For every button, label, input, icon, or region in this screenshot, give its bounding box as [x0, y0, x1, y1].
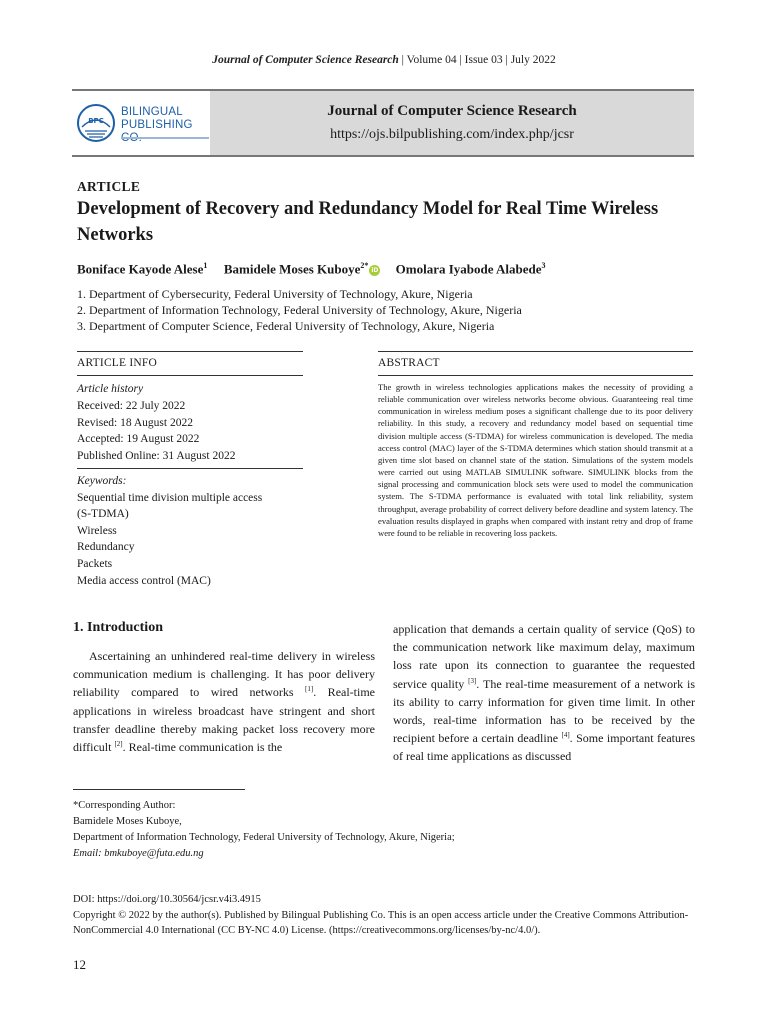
footnote-label: *Corresponding Author: — [73, 800, 176, 811]
orcid-icon[interactable]: iD — [371, 267, 379, 275]
history-divider — [77, 468, 303, 469]
author-name: Omolara Iyabode Alabede — [395, 261, 542, 277]
abstract-text: The growth in wireless technologies applications makes the necessity of providing a reliable communication over wireless networks become obvious. Guaranteeing real time communication in wireless medium poses a significant challenge due to its poor delivery reliability. In this study, a recovery and redundancy model based on sequential time division multiple access (S-TDMA) for wireless communication is developed. The media access control (MAC) layer of the S-TDMA determines which station should transmit at a given time slot based on channel state of the station. Simulations of the system models were carried out using MATLAB SIMULINK software. SIMULINK blocks from the signal processing and communication block sets were used to model the communication system. The S-TDMA performance is evaluated with total link reliability, system throughput, average probability of correct delivery before deadline and system latency. The evaluation results displayed in graphs when compared with instant retry and drop of frame were found to be reliable in recovering loss packets. — [378, 382, 693, 538]
affiliation-item: 2. Department of Information Technology, Federal University of Technology, Akure, Nigeria — [77, 303, 522, 317]
body-text: . Real-time applications in wireless broadcast have stringent and short transfer deadline thereby making packet loss recovery more difficult — [73, 685, 375, 755]
body-text-left-column — [73, 647, 375, 756]
keyword-item: Media access control (MAC) — [77, 574, 211, 587]
logo-tagline-rule — [121, 137, 209, 139]
affiliation-item: 1. Department of Cybersecurity, Federal University of Technology, Akure, Nigeria — [77, 287, 473, 301]
body-text: . The real-time measurement of a network is its ability to carry information for given time limit. In other words, real-time information has to be received by the recipient before a certain deadline — [393, 676, 695, 746]
keywords-label: Keywords: — [77, 475, 127, 487]
keyword-item: Sequential time division multiple access — [77, 491, 263, 504]
article-history — [77, 381, 303, 465]
paper-title: Development of Recovery and Redundancy Model for Real Time Wireless Networks — [77, 199, 659, 245]
keyword-item: (S-TDMA) — [77, 508, 129, 521]
journal-url-link[interactable]: https://ojs.bilpublishing.com/index.php/jcsr — [330, 127, 574, 142]
citation-link[interactable]: [3] — [468, 676, 477, 685]
keyword-item: Packets — [77, 557, 113, 570]
history-item: Published Online: 31 August 2022 — [77, 450, 236, 463]
footnote-divider — [73, 789, 245, 790]
author-affiliation-mark: 3 — [541, 261, 546, 270]
author-affiliation-mark: 2* — [360, 261, 369, 270]
history-label: Article history — [77, 383, 144, 395]
citation-link[interactable]: [2] — [114, 740, 123, 749]
section-heading-introduction: 1. Introduction — [73, 620, 163, 635]
copyright-notice: Copyright © 2022 by the author(s). Published by Bilingual Publishing Co. This is an open access article under the Creative Commons Attribution-NonCommercial 4.0 International (CC BY-NC 4.0) License. (https://creativecommons.org/licenses/by-nc/4.0/). — [73, 909, 689, 936]
body-text: . Some important features of real time applications as discussed — [393, 731, 695, 764]
doi-copyright-block — [73, 892, 703, 939]
running-head — [0, 54, 768, 66]
history-item: Received: 22 July 2022 — [77, 399, 186, 412]
affiliation-list — [77, 286, 522, 334]
running-head-issue: | Volume 04 | Issue 03 | July 2022 — [398, 54, 556, 66]
corresponding-author-footnote — [73, 798, 455, 862]
citation-link[interactable]: [1] — [305, 685, 314, 694]
footnote-department: Department of Information Technology, Federal University of Technology, Akure, Nigeria; — [73, 832, 455, 843]
history-item: Revised: 18 August 2022 — [77, 416, 193, 429]
footnote-author-name: Bamidele Moses Kuboye, — [73, 816, 182, 827]
keyword-item: Redundancy — [77, 541, 135, 554]
article-type-label: ARTICLE — [77, 179, 141, 194]
running-head-journal: Journal of Computer Science Research — [212, 54, 399, 66]
article-info-heading: ARTICLE INFO — [77, 351, 303, 376]
publisher-emblem-icon — [76, 103, 116, 143]
publisher-logo[interactable] — [72, 91, 210, 155]
body-text: . Real-time communication is the — [122, 740, 283, 755]
journal-banner — [72, 89, 694, 157]
logo-badge: BPC — [88, 117, 104, 125]
footnote-email[interactable]: Email: bmkuboye@futa.edu.ng — [73, 848, 204, 859]
page-number: 12 — [73, 957, 86, 972]
affiliation-item: 3. Department of Computer Science, Federal University of Technology, Akure, Nigeria — [77, 319, 495, 333]
author-name: Bamidele Moses Kuboye — [223, 261, 361, 277]
body-text: application that demands a certain quality of service (QoS) to the communication network like maximum delay, maximum loss rate upon its connection to guarantee the requested service quality — [393, 622, 695, 691]
abstract-heading: ABSTRACT — [378, 351, 693, 376]
history-item: Accepted: 19 August 2022 — [77, 433, 200, 446]
publisher-name-line1: BILINGUAL — [121, 106, 183, 118]
body-text-right-column — [393, 620, 695, 766]
body-text: Ascertaining an unhindered real-time delivery in wireless communication medium is challenging. It has poor delivery reliability compared to wired networks — [73, 649, 375, 700]
publisher-name — [121, 106, 210, 145]
publisher-name-line2: PUBLISHING — [121, 119, 193, 131]
author-affiliation-mark: 1 — [203, 261, 208, 270]
author-name: Boniface Kayode Alese — [77, 261, 204, 277]
keywords-section — [77, 473, 303, 589]
banner-journal-title: Journal of Computer Science Research — [327, 103, 577, 119]
keyword-item: Wireless — [77, 524, 117, 537]
author-list — [77, 261, 546, 277]
doi-link[interactable]: DOI: https://doi.org/10.30564/jcsr.v4i3.4915 — [73, 894, 261, 905]
citation-link[interactable]: [4] — [561, 731, 570, 740]
